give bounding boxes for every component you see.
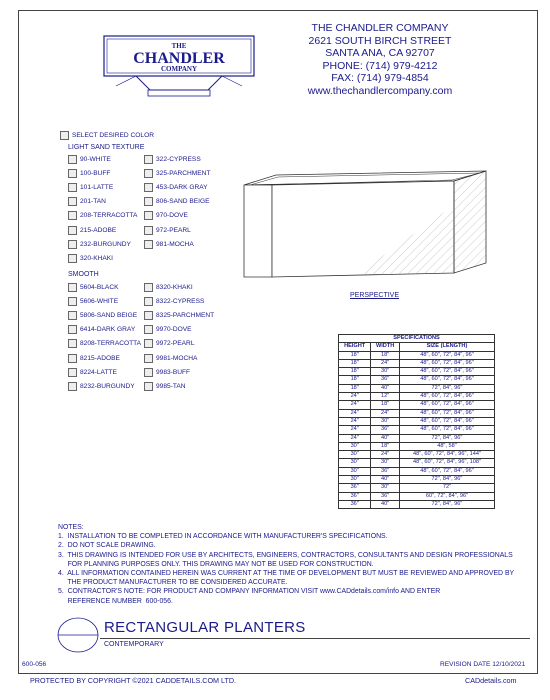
color-option[interactable] <box>68 339 141 348</box>
color-checkbox[interactable] <box>68 368 77 377</box>
spec-row <box>339 434 495 442</box>
spec-cell: 24" <box>339 401 371 409</box>
color-label: 9981-MOCHA <box>156 354 198 362</box>
note-line: FOR PLANNING PURPOSES ONLY. THIS DRAWING MAY NOT BE USED FOR CONSTRUCTION. <box>58 560 374 568</box>
company-street: 2621 SOUTH BIRCH STREET <box>308 34 452 47</box>
spec-cell: 72" <box>399 484 494 492</box>
spec-cell: 48", 60", 72", 84", 96" <box>399 401 494 409</box>
spec-cell: 30" <box>371 459 400 467</box>
color-checkbox[interactable] <box>144 211 153 220</box>
revision-date: REVISION DATE 12/10/2021 <box>440 661 526 668</box>
color-option[interactable] <box>144 283 193 292</box>
spec-cell: 48", 60", 72", 84", 96" <box>399 417 494 425</box>
select-color-label: SELECT DESIRED COLOR <box>72 132 154 139</box>
spec-row <box>339 459 495 467</box>
color-checkbox[interactable] <box>144 382 153 391</box>
color-label: 981-MOCHA <box>156 240 194 248</box>
spec-row <box>339 451 495 459</box>
spec-cell: 24" <box>371 409 400 417</box>
spec-cell: 30" <box>339 467 371 475</box>
color-option[interactable] <box>68 325 135 334</box>
spec-row <box>339 484 495 492</box>
color-checkbox[interactable] <box>68 339 77 348</box>
copyright-text: PROTECTED BY COPYRIGHT ©2021 CADDETAILS.COM LTD. <box>30 676 237 685</box>
color-label: 6414-DARK GRAY <box>80 326 136 334</box>
spec-cell: 48", 58" <box>399 442 494 450</box>
note-line: 4. ALL INFORMATION CONTAINED HEREIN WAS CURRENT AT THE TIME OF DEVELOPMENT BUT MUST BE REVIEWED AND APPROVED BY <box>58 570 515 578</box>
color-label: 8320-KHAKI <box>156 284 193 291</box>
color-checkbox[interactable] <box>68 226 77 235</box>
spec-cell: 30" <box>339 442 371 450</box>
color-option[interactable] <box>144 382 186 391</box>
spec-row <box>339 393 495 401</box>
color-checkbox[interactable] <box>68 240 77 249</box>
spec-row <box>339 359 495 367</box>
perspective-label: PERSPECTIVE <box>350 292 400 299</box>
color-label: 201-TAN <box>80 198 106 206</box>
spec-cell: 24" <box>371 451 400 459</box>
color-label: 5606-WHITE <box>80 298 119 306</box>
spec-cell: 24" <box>371 359 400 367</box>
spec-cell: 36" <box>371 426 400 434</box>
spec-row <box>339 476 495 484</box>
spec-cell: 18" <box>339 368 371 376</box>
spec-header-height: HEIGHT <box>339 343 371 351</box>
color-checkbox[interactable] <box>68 354 77 363</box>
color-option[interactable] <box>144 368 190 377</box>
spec-cell: 24" <box>339 434 371 442</box>
spec-cell: 24" <box>339 426 371 434</box>
color-option[interactable] <box>68 297 118 306</box>
color-option[interactable] <box>144 155 201 164</box>
drawing-subtitle: CONTEMPORARY <box>104 641 164 648</box>
color-checkbox[interactable] <box>144 183 153 192</box>
spec-cell: 36" <box>339 484 371 492</box>
color-label: 101-LATTE <box>80 184 114 192</box>
spec-cell: 30" <box>339 476 371 484</box>
checkbox <box>60 131 69 140</box>
logo-line3: COMPANY <box>160 65 198 73</box>
spec-cell: 18" <box>339 351 371 359</box>
spec-cell: 36" <box>339 500 371 508</box>
color-option[interactable] <box>68 155 111 164</box>
spec-row <box>339 409 495 417</box>
color-checkbox[interactable] <box>144 297 153 306</box>
color-checkbox[interactable] <box>144 368 153 377</box>
color-label: 970-DOVE <box>156 212 188 220</box>
color-label: 8215-ADOBE <box>80 354 120 362</box>
color-label: 453-DARK GRAY <box>156 184 208 192</box>
spec-cell: 40" <box>371 434 400 442</box>
color-option[interactable] <box>144 339 195 348</box>
spec-header-size: SIZE (LENGTH) <box>399 343 494 351</box>
logo-line1: THE <box>171 42 187 50</box>
color-option[interactable] <box>144 240 194 249</box>
spec-cell: 36" <box>371 376 400 384</box>
color-label: 8224-LATTE <box>80 368 117 376</box>
color-label: 208-TERRACOTTA <box>80 212 138 220</box>
spec-cell: 48", 60", 72", 84", 96" <box>399 393 494 401</box>
color-label: 325-PARCHMENT <box>156 170 211 178</box>
reference-number: 600-056 <box>22 661 47 668</box>
company-web: www.thechandlercompany.com <box>307 84 453 97</box>
spec-cell: 24" <box>339 409 371 417</box>
color-option[interactable] <box>144 354 197 363</box>
note-line: 3. THIS DRAWING IS INTENDED FOR USE BY ARCHITECTS, ENGINEERS, CONTRACTORS, CONSULTANTS AND DESIGN PROFESSIONALS <box>58 551 513 559</box>
select-color-option <box>60 131 154 140</box>
note-line: 1. INSTALLATION TO BE COMPLETED IN ACCORDANCE WITH MANUFACTURER'S SPECIFICATIONS. <box>58 533 388 541</box>
color-option[interactable] <box>144 197 210 206</box>
light-sand-title: LIGHT SAND TEXTURE <box>68 144 145 151</box>
color-label: 322-CYPRESS <box>156 156 201 163</box>
color-option[interactable] <box>68 254 113 263</box>
spec-cell: 30" <box>339 459 371 467</box>
color-label: 232-BURGUNDY <box>80 240 131 248</box>
color-option[interactable] <box>144 311 214 320</box>
color-checkbox[interactable] <box>144 354 153 363</box>
color-option[interactable] <box>68 240 131 249</box>
spec-cell: 48", 60", 72", 84", 96" <box>399 368 494 376</box>
company-name: THE CHANDLER COMPANY <box>311 22 449 34</box>
spec-row <box>339 401 495 409</box>
color-checkbox[interactable] <box>68 325 77 334</box>
color-option[interactable] <box>68 368 117 377</box>
spec-cell: 12" <box>371 393 400 401</box>
spec-row <box>339 467 495 475</box>
drawing-title: RECTANGULAR PLANTERS <box>104 619 306 636</box>
spec-cell: 18" <box>371 351 400 359</box>
spec-title: SPECIFICATIONS <box>339 335 495 343</box>
spec-cell: 18" <box>371 401 400 409</box>
specifications-table <box>338 334 495 509</box>
color-checkbox[interactable] <box>144 325 153 334</box>
color-label: 9970-DOVE <box>156 326 192 334</box>
spec-cell: 72", 84", 96" <box>399 434 494 442</box>
spec-cell: 48", 60", 72", 84", 96" <box>399 409 494 417</box>
color-checkbox[interactable] <box>68 197 77 206</box>
color-option[interactable] <box>68 197 106 206</box>
notes-heading: NOTES: <box>58 524 84 531</box>
spec-cell: 18" <box>339 359 371 367</box>
color-option[interactable] <box>144 297 204 306</box>
note-line: 2. DO NOT SCALE DRAWING. <box>58 542 156 550</box>
color-checkbox[interactable] <box>144 226 153 235</box>
spec-row <box>339 384 495 392</box>
spec-cell: 30" <box>371 368 400 376</box>
spec-cell: 48", 60", 72", 84", 96" <box>399 467 494 475</box>
note-line: THE PRODUCT MANUFACTURER TO BE CONSIDERED ACCURATE. <box>58 579 288 587</box>
color-option[interactable] <box>144 211 188 220</box>
spec-cell: 18" <box>339 376 371 384</box>
color-label: 806-SAND BEIGE <box>156 198 210 206</box>
company-phone: PHONE: (714) 979-4212 <box>322 59 438 72</box>
spec-cell: 48", 60", 72", 84", 96" <box>399 426 494 434</box>
caddetails-link[interactable]: CADdetails.com <box>465 676 517 685</box>
company-logo <box>96 28 266 108</box>
spec-row <box>339 376 495 384</box>
spec-row <box>339 426 495 434</box>
spec-cell: 48", 60", 72", 84", 96" <box>399 376 494 384</box>
spec-cell: 40" <box>371 384 400 392</box>
color-checkbox[interactable] <box>68 297 77 306</box>
color-label: 5806-SAND BEIGE <box>80 312 138 320</box>
color-option[interactable] <box>68 283 119 292</box>
color-checkbox[interactable] <box>144 169 153 178</box>
note-line: REFERENCE NUMBER 600-056. <box>58 597 173 605</box>
spec-cell: 48", 60", 72", 84", 96", 108" <box>399 459 494 467</box>
color-label: 5604-BLACK <box>80 284 119 291</box>
color-option[interactable] <box>144 169 210 178</box>
color-option[interactable] <box>144 325 192 334</box>
spec-cell: 36" <box>371 467 400 475</box>
color-label: 215-ADOBE <box>80 226 117 234</box>
color-option[interactable] <box>68 226 116 235</box>
spec-cell: 30" <box>339 451 371 459</box>
color-checkbox[interactable] <box>144 240 153 249</box>
spec-cell: 40" <box>371 476 400 484</box>
color-label: 90-WHITE <box>80 156 111 163</box>
color-option[interactable] <box>144 183 208 192</box>
color-checkbox[interactable] <box>68 382 77 391</box>
title-divider <box>100 638 530 639</box>
color-checkbox[interactable] <box>144 283 153 292</box>
color-checkbox[interactable] <box>68 283 77 292</box>
color-checkbox[interactable] <box>144 197 153 206</box>
spec-cell: 18" <box>371 442 400 450</box>
logo-line2: CHANDLER <box>133 50 225 67</box>
spec-cell: 24" <box>339 393 371 401</box>
color-checkbox[interactable] <box>144 311 153 320</box>
color-label: 8208-TERRACOTTA <box>80 340 142 348</box>
notes-block <box>58 523 528 606</box>
color-label: 9983-BUFF <box>156 368 191 376</box>
color-option[interactable] <box>68 382 135 391</box>
color-option[interactable] <box>68 211 137 220</box>
spec-row <box>339 351 495 359</box>
color-option[interactable] <box>68 169 110 178</box>
spec-cell: 36" <box>339 492 371 500</box>
spec-cell: 48", 60", 72", 84", 96" <box>399 351 494 359</box>
spec-row <box>339 368 495 376</box>
spec-cell: 30" <box>371 417 400 425</box>
color-checkbox[interactable] <box>68 183 77 192</box>
color-option[interactable] <box>68 354 120 363</box>
spec-row <box>339 492 495 500</box>
color-option[interactable] <box>68 311 137 320</box>
spec-cell: 36" <box>371 492 400 500</box>
spec-cell: 72", 84", 96" <box>399 384 494 392</box>
color-label: 972-PEARL <box>156 226 191 234</box>
color-checkbox[interactable] <box>68 169 77 178</box>
color-label: 9985-TAN <box>156 382 186 390</box>
spec-cell: 24" <box>339 417 371 425</box>
color-checkbox[interactable] <box>68 311 77 320</box>
spec-cell: 72", 84", 96" <box>399 476 494 484</box>
color-checkbox[interactable] <box>68 155 77 164</box>
spec-cell: 48", 60", 72", 84", 96" <box>399 359 494 367</box>
color-label: 8232-BURGUNDY <box>80 382 135 390</box>
color-option[interactable] <box>144 226 191 235</box>
title-symbol <box>56 616 100 654</box>
color-checkbox[interactable] <box>144 339 153 348</box>
color-checkbox[interactable] <box>68 254 77 263</box>
color-label: 8325-PARCHMENT <box>156 312 215 320</box>
company-city: SANTA ANA, CA 92707 <box>325 47 435 59</box>
color-option[interactable] <box>68 183 113 192</box>
spec-row <box>339 500 495 508</box>
spec-header-width: WIDTH <box>371 343 400 351</box>
spec-cell: 72", 84", 96" <box>399 500 494 508</box>
color-label: 320-KHAKI <box>80 254 113 262</box>
spec-row <box>339 442 495 450</box>
spec-cell: 48", 60", 72", 84", 96", 144" <box>399 451 494 459</box>
spec-cell: 18" <box>339 384 371 392</box>
spec-row <box>339 417 495 425</box>
color-label: 9972-PEARL <box>156 340 195 348</box>
color-label: 8322-CYPRESS <box>156 298 205 306</box>
color-checkbox[interactable] <box>68 211 77 220</box>
company-fax: FAX: (714) 979-4854 <box>331 72 429 84</box>
color-checkbox[interactable] <box>144 155 153 164</box>
spec-cell: 40" <box>371 500 400 508</box>
smooth-title: SMOOTH <box>68 271 99 278</box>
spec-cell: 30" <box>371 484 400 492</box>
planter-perspective-drawing <box>236 165 496 290</box>
company-info <box>300 22 460 97</box>
note-line: 5. CONTRACTOR'S NOTE: FOR PRODUCT AND COMPANY INFORMATION VISIT www.CADdetails.com/info AND ENTER <box>58 588 441 596</box>
spec-cell: 60", 72", 84", 96" <box>399 492 494 500</box>
color-label: 100-BUFF <box>80 170 111 178</box>
